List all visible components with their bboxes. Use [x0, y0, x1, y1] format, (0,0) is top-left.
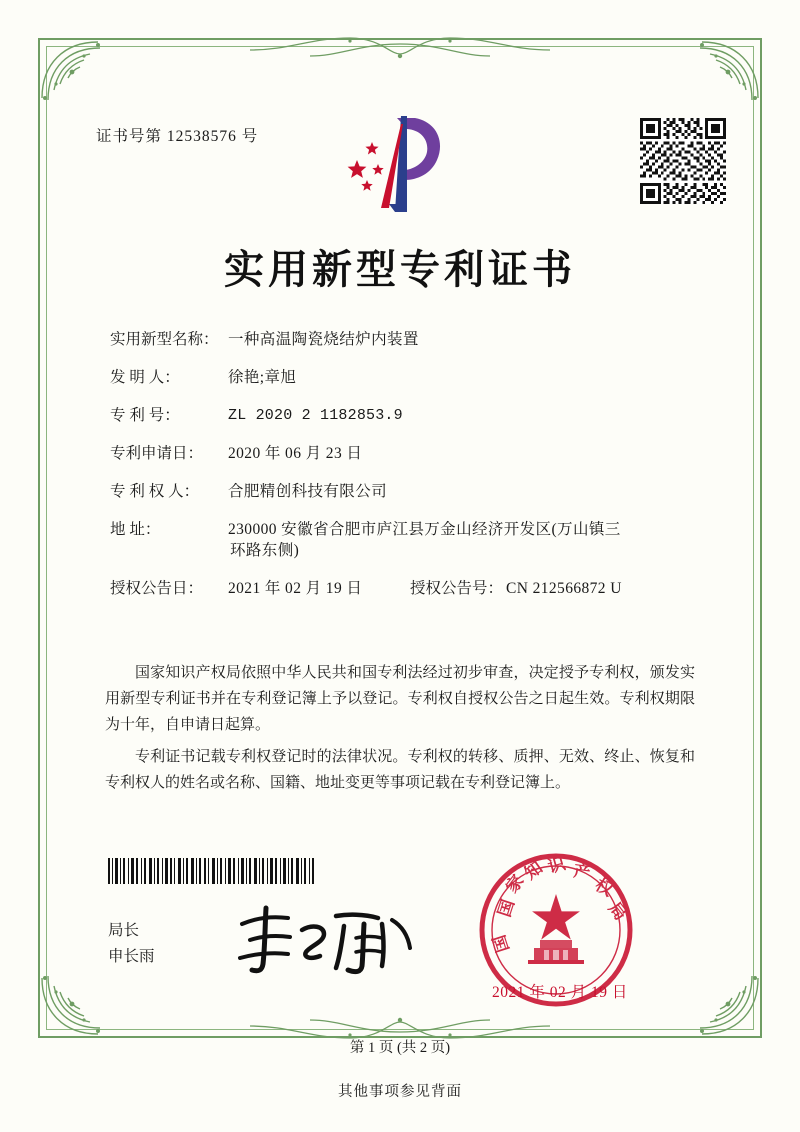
field-value-application-date: 2020 年 06 月 23 日	[228, 445, 363, 462]
svg-text:权: 权	[592, 875, 617, 900]
page-number: 第 1 页 (共 2 页)	[349, 1040, 451, 1056]
qr-code-icon	[640, 118, 726, 204]
director-label: 局长	[108, 922, 140, 939]
barcode	[108, 858, 316, 884]
field-address	[110, 522, 710, 558]
field-application-date	[110, 446, 710, 462]
handwritten-signature	[232, 900, 422, 978]
paragraph-1: 国家知识产权局依照中华人民共和国专利法经过初步审查，决定授予专利权，颁发实用新型专利证书并在专利登记簿上予以登记。专利权自授权公告之日起生效。专利权期限为十年，自申请日起算。	[105, 665, 695, 733]
field-value-utility-model-name: 一种高温陶瓷烧结炉内装置	[228, 331, 419, 348]
director-block	[108, 918, 155, 970]
field-label-patentee: 专 利 权 人：	[110, 483, 200, 500]
svg-text:家: 家	[502, 871, 528, 897]
footnote: 其他事项参见背面	[338, 1084, 462, 1100]
svg-text:产: 产	[572, 861, 592, 883]
page-title: 实用新型专利证书	[224, 247, 576, 292]
field-value-grant-number: CN 212566872 U	[506, 579, 622, 597]
field-value-patentee: 合肥精创科技有限公司	[228, 483, 388, 500]
svg-text:局: 局	[604, 898, 631, 924]
field-label-inventor: 发 明 人：	[110, 369, 180, 386]
field-grant-number	[410, 581, 710, 597]
certificate-fields	[110, 332, 710, 618]
field-label-grant-date: 授权公告日：	[110, 579, 204, 597]
director-name: 申长雨	[108, 948, 155, 965]
svg-text:识: 识	[545, 853, 568, 877]
field-value-inventor: 徐艳;章旭	[228, 369, 297, 386]
field-label-address: 地 址：	[110, 521, 161, 538]
address-line-2: 环路东侧)	[230, 541, 300, 559]
svg-text:国: 国	[494, 897, 519, 920]
svg-text:知: 知	[521, 857, 547, 884]
field-label-patent-number: 专 利 号：	[110, 407, 180, 424]
certificate-number: 证书号第 12538576 号	[96, 128, 259, 145]
field-value-address	[228, 522, 710, 558]
field-value-patent-number: ZL 2020 2 1182853.9	[228, 407, 403, 424]
paragraph-2: 专利证书记载专利权登记时的法律状况。专利权的转移、质押、无效、终止、恢复和专利权人的姓名或名称、国籍、地址变更等事项记载在专利登记簿上。	[105, 749, 695, 791]
field-patent-number	[110, 408, 710, 424]
field-utility-model-name	[110, 332, 710, 348]
seal-date: 2021 年 02 月 19 日	[492, 984, 628, 1001]
field-value-grant-date: 2021 年 02 月 19 日	[228, 579, 363, 597]
field-patentee	[110, 484, 710, 500]
field-label-application-date: 专利申请日：	[110, 445, 204, 462]
field-inventor	[110, 370, 710, 386]
field-grant-date	[110, 581, 410, 597]
svg-text:国: 国	[489, 932, 513, 955]
field-grant-row	[110, 581, 710, 597]
field-label-utility-model-name: 实用新型名称：	[110, 331, 219, 348]
legal-text	[105, 660, 695, 802]
address-line-1: 230000 安徽省合肥市庐江县万金山经济开发区(万山镇三	[228, 521, 621, 538]
field-label-grant-number: 授权公告号：	[410, 579, 504, 597]
cnipa-logo-icon	[345, 112, 455, 220]
